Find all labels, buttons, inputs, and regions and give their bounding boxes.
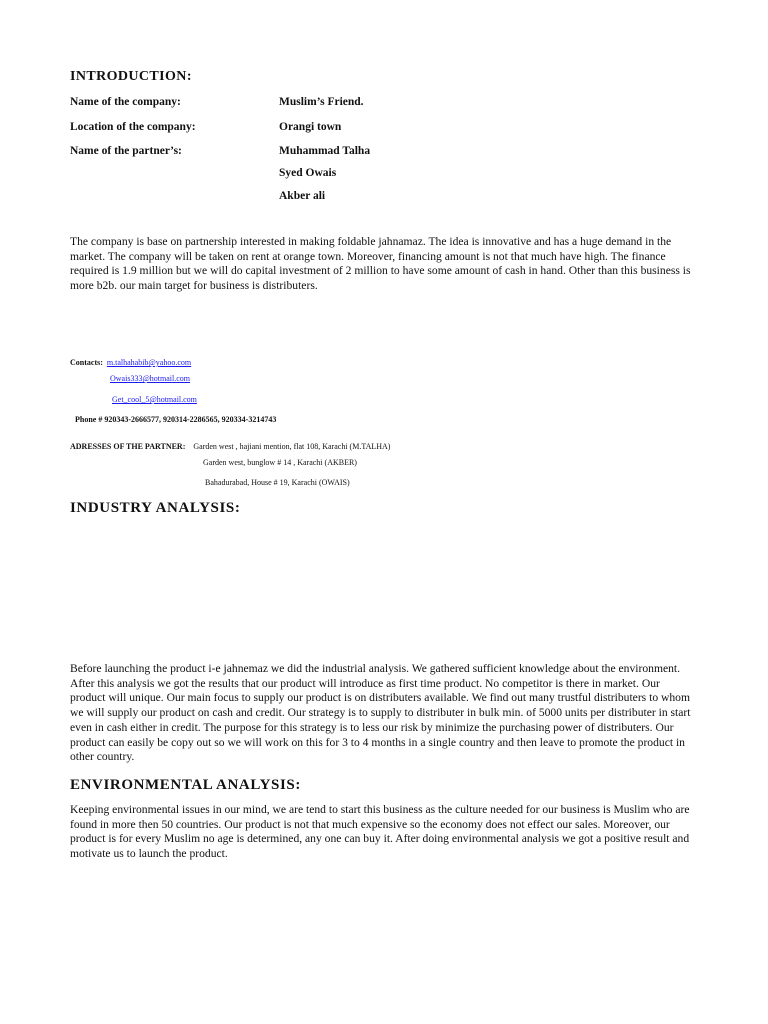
- address-line: [70, 436, 390, 454]
- email-link[interactable]: Get_cool_5@hotmail.com: [112, 395, 197, 404]
- partner-name: Syed Owais: [279, 167, 337, 179]
- partners-label: Name of the partner’s:: [70, 145, 182, 157]
- company-location-label: Location of the company:: [70, 121, 196, 133]
- partner-address: Garden west, bunglow # 14 , Karachi (AKBER): [203, 458, 357, 467]
- phone-numbers: Phone # 920343-2666577, 920314-2286565, 920334-3214743: [75, 415, 277, 424]
- partner-name: Akber ali: [279, 190, 326, 202]
- partner-address: Bahadurabad, House # 19, Karachi (OWAIS): [205, 478, 350, 487]
- email-link[interactable]: Owais333@hotmail.com: [110, 374, 191, 383]
- industry-analysis-heading: INDUSTRY ANALYSIS:: [70, 500, 241, 516]
- address-label: ADRESSES OF THE PARTNER:: [70, 442, 186, 451]
- company-location-value: Orangi town: [279, 121, 342, 133]
- partner-address: Garden west , hajiani mention, flat 108, Karachi (M.TALHA): [193, 442, 391, 451]
- contacts-line: [70, 352, 191, 370]
- introduction-heading: INTRODUCTION:: [70, 69, 192, 84]
- environmental-analysis-heading: ENVIRONMENTAL ANALYSIS:: [70, 777, 301, 793]
- industry-analysis-paragraph: Before launching the product i-e jahnemaz we did the industrial analysis. We gathered sufficient knowledge about the environment. After this analysis we got the results that our product will introduce as first time product. No competitor is there in market. Our product will unique. Our main focus to supply our product is on distributers available. We find out many trustful distributers to whom we will supply our product on cash and credit. Our strategy is to supply to distributer in bulk min. of 5000 units per distributer in start even in cash either in credit. The purpose for this strategy is to less our risk by minimize the purchasing power of distributers. Our product can easily be copy out so we will work on this for 3 to 4 months in a single country and then leave to promote the product in other country.: [70, 662, 691, 764]
- contacts-label: Contacts:: [70, 358, 103, 367]
- partner-name: Muhammad Talha: [279, 145, 371, 157]
- company-name-label: Name of the company:: [70, 96, 181, 108]
- introduction-paragraph: The company is base on partnership interested in making foldable jahnamaz. The idea is innovative and has a huge demand in the market. The company will be taken on rent at orange town. Moreover, financing amount is not that much have high. The finance required is 1.9 million but we will do capital investment of 2 million to have some amount of cash in hand. Other than this business is more b2b. our main target for business is distributers.: [70, 235, 691, 293]
- email-link[interactable]: m.talhahabib@yahoo.com: [106, 358, 192, 367]
- company-name-value: Muslim’s Friend.: [279, 96, 364, 108]
- environmental-analysis-paragraph: Keeping environmental issues in our mind, we are tend to start this business as the culture needed for our business is Muslim who are found in more then 50 countries. Our product is not that much expensive so the economy does not effect our sales. Moreover, our product is for every Muslim no age is determined, any one can buy it. After doing environmental analysis we got a positive result and motivate us to launch the product.: [70, 803, 690, 861]
